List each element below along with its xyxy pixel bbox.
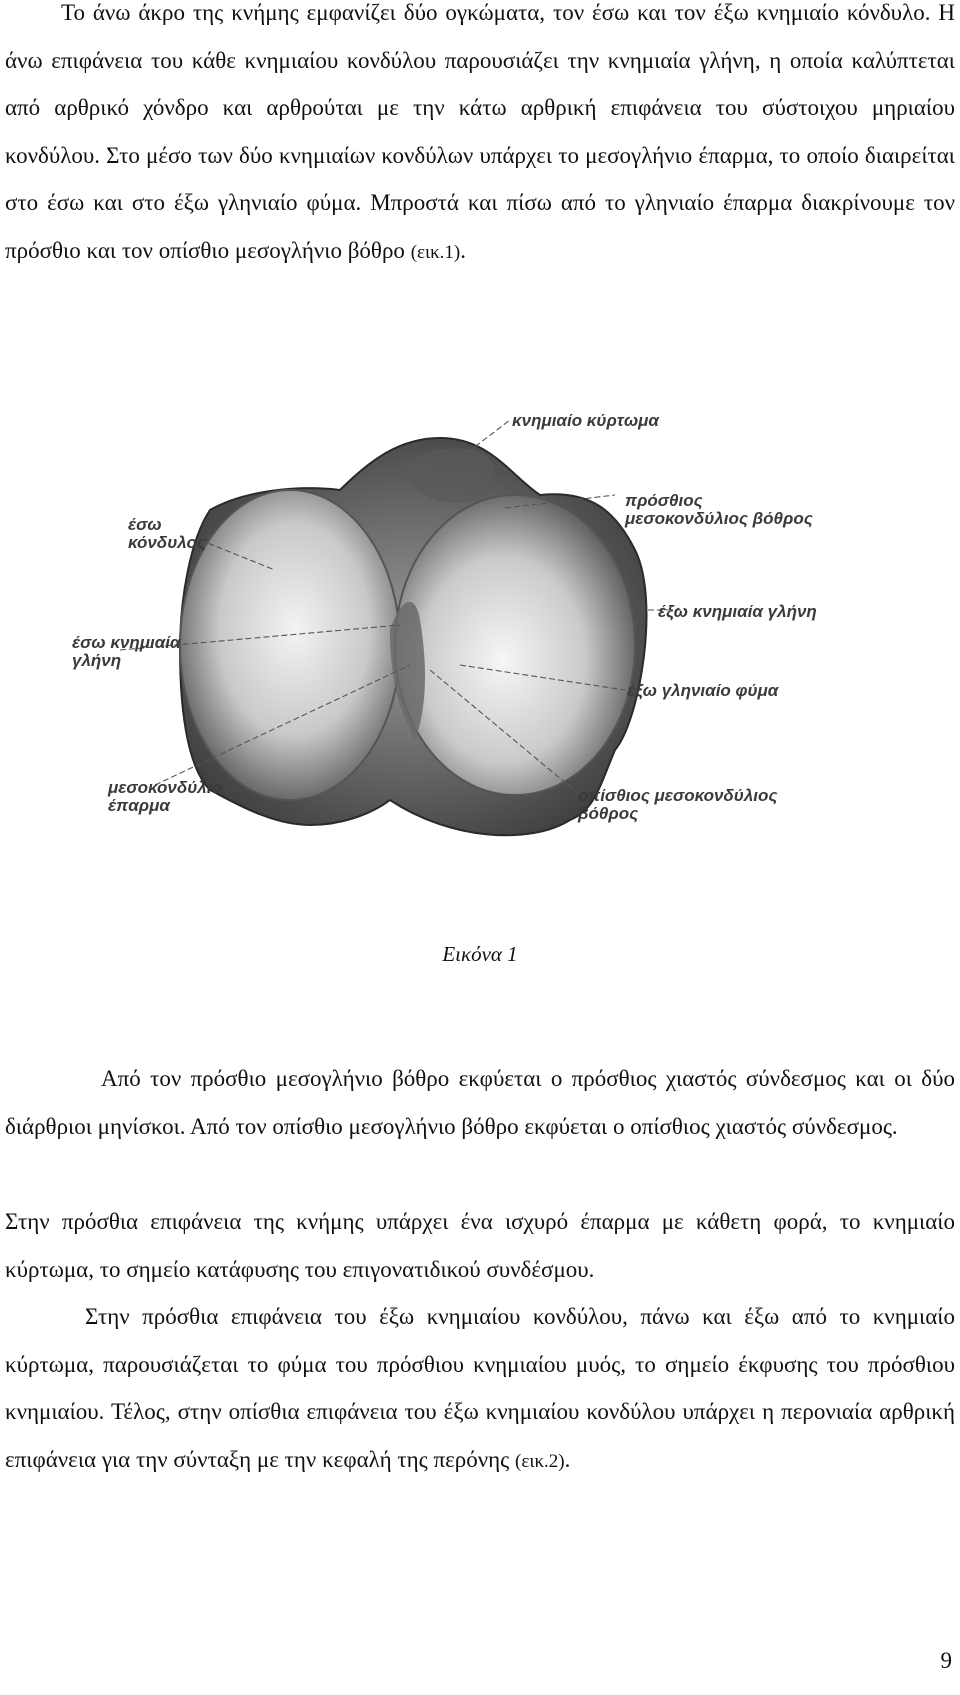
paragraph-end: . (564, 1446, 571, 1472)
lateral-plateau-surface (395, 495, 635, 795)
paragraph-end: . (460, 237, 467, 263)
tibial-plateau-illustration (70, 400, 870, 910)
paragraph-tibia-upper-end (5, 0, 955, 276)
label-medial-condyle-1: έσω (128, 515, 162, 534)
page-number: 9 (940, 1648, 952, 1673)
label-intercondylar-eminence-2: έπαρμα (108, 796, 170, 815)
figure-reference: (εικ.1) (410, 241, 461, 263)
label-intercondylar-eminence-1: μεσοκονδύλιο (108, 778, 222, 797)
label-tibial-tuberosity: κνημιαίο κύρτωμα (512, 411, 659, 430)
label-anterior-intercondylar-fossa-1: πρόσθιος (625, 491, 703, 510)
figure-reference: (εικ.2) (515, 1450, 565, 1472)
label-medial-tibial-plateau-1: έσω κνημιαία (72, 633, 181, 652)
label-medial-tibial-plateau-2: γλήνη (72, 651, 122, 670)
label-posterior-intercondylar-fossa-1: οπίσθιος μεσοκονδύλιος (578, 786, 778, 805)
paragraph-tibial-tuberosity: Στην πρόσθια επιφάνεια της κνήμης υπάρχει ένα ισχυρό έπαρμα με κάθετη φορά, το κνημιαίο κύρτωμα, το σημείο κατάφυσης του επιγονατιδικού συνδέσμου. (5, 1209, 955, 1282)
paragraph-text: Στην πρόσθια επιφάνεια του έξω κνημιαίου κονδύλου, πάνω και έξω από το κνημιαίο κύρτωμα, παρουσιάζεται το φύμα του πρόσθιου κνημιαίου μυός, το σημείο έκφυσης του πρόσθιου κνημιαίου. Τέλος, στην οπίσθια επιφάνεια του έξω κνημιαίου κονδύλου υπάρχει η περονιαία αρθρική επιφάνεια για την σύνταξη με την κεφαλή της περόνης (5, 1304, 955, 1472)
label-anterior-intercondylar-fossa-2: μεσοκονδύλιος βόθρος (625, 509, 813, 528)
paragraph-lateral-condyle (5, 1293, 955, 1485)
figure-caption: Εικόνα 1 (442, 942, 518, 966)
label-lateral-intercondylar-tubercle: έξω γληνιαίο φύμα (627, 681, 779, 700)
label-medial-condyle-2: κόνδυλος (128, 533, 206, 552)
label-posterior-intercondylar-fossa-2: βόθρος (578, 804, 639, 823)
paragraph-text: Το άνω άκρο της κνήμης εμφανίζει δύο ογκώματα, τον έσω και τον έξω κνημιαίο κόνδυλο. Η άνω επιφάνεια του κάθε κνημιαίου κονδύλου παρουσιάζει την κνημιαία γλήνη, η οποία καλύπτεται από αρθρικό χόνδρο και αρθρούται με την κάτω αρθρική επιφάνεια του σύστοιχου μηριαίου κονδύλου. Στο μέσο των δύο κνημιαίων κονδύλων υπάρχει το μεσογλήνιο έπαρμα, το οποίο διαιρείται στο έσω και στο έξω γληνιαίο φύμα. Μπροστά και πίσω από το γληνιαίο έπαρμα διακρίνουμε τον πρόσθιο και τον οπίσθιο μεσογλήνιο βόθρο (5, 0, 955, 263)
label-lateral-tibial-plateau: έξω κνημιαία γλήνη (658, 602, 817, 621)
paragraph-intercondylar-fossae: Από τον πρόσθιο μεσογλήνιο βόθρο εκφύεται ο πρόσθιος χιαστός σύνδεσμος και οι δύο διάρθριοι μηνίσκοι. Από τον οπίσθιο μεσογλήνιο βόθρο εκφύεται ο οπίσθιος χιαστός σύνδεσμος. (5, 1066, 955, 1139)
medial-plateau-surface (180, 490, 400, 800)
tibial-plateau-figure (70, 400, 870, 910)
